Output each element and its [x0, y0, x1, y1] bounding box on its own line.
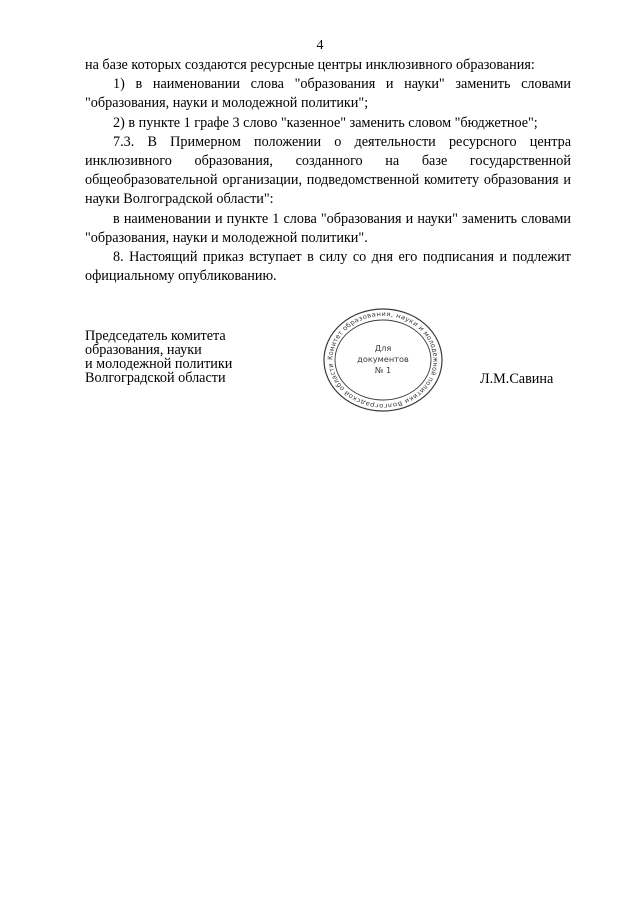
paragraph-8: 8. Настоящий приказ вступает в силу со дня его подписания и подлежит официальному опубликованию.: [85, 249, 571, 285]
page-number: 4: [316, 38, 324, 53]
signatory-position-line: Председатель комитета: [85, 328, 226, 344]
body-text: [85, 56, 571, 286]
paragraph-item-2: 2) в пункте 1 графе 3 слово "казенное" заменить словом "бюджетное";: [113, 114, 538, 131]
signatory-name: Л.М.Савина: [480, 371, 554, 387]
signatory-position-line: Волгоградской области: [85, 370, 226, 386]
seal-ring-text: Комитет образования, науки и молодежной политики Волгоградской области: [326, 310, 440, 410]
seal-center-line-1: Для: [374, 343, 392, 353]
paragraph-7-3: 7.3. В Примерном положении о деятельности ресурсного центра инклюзивного образования, созданного на базе государственной общеобразовательной организации, подведомственной комитету образования и науки Волгоградской области":: [85, 133, 571, 208]
paragraph-item-1: 1) в наименовании слова "образования и науки" заменить словами "образования, науки и молодежной политики";: [85, 76, 571, 112]
paragraph-7-3-change: в наименовании и пункте 1 слова "образования и науки" заменить словами "образования, науки и молодежной политики".: [85, 210, 571, 246]
signatory-position-line: образования, науки: [85, 342, 202, 358]
seal-center-line-3: № 1: [374, 365, 392, 375]
seal-center-line-2: документов: [357, 354, 409, 364]
paragraph-continuation: на базе которых создаются ресурсные центры инклюзивного образования:: [85, 57, 535, 73]
official-seal: [315, 305, 451, 415]
signatory-position-line: и молодежной политики: [85, 356, 233, 372]
signatory-position: [85, 329, 232, 385]
